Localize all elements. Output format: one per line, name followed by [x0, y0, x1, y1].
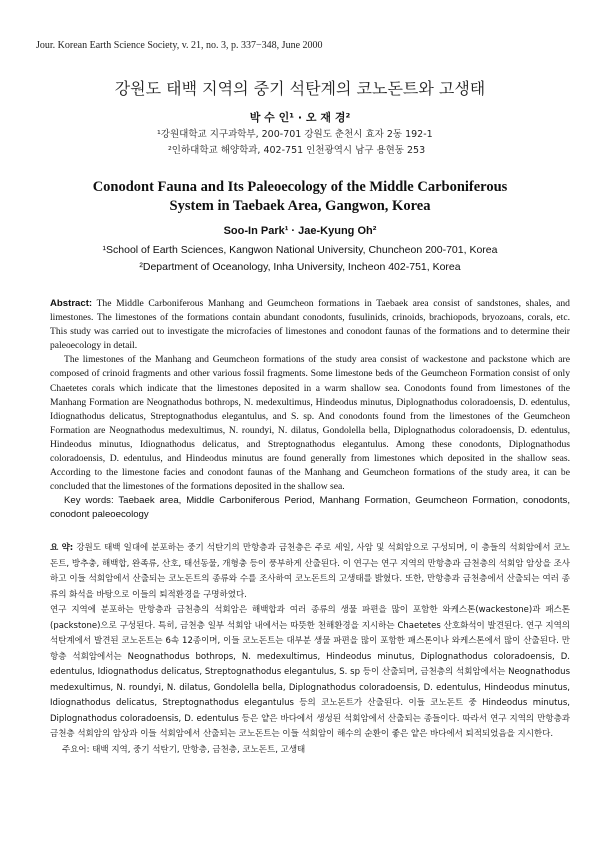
korean-abstract-paragraph-1	[50, 541, 570, 603]
keywords-text: Taebaek area, Middle Carboniferous Period, Manhang Formation, Geumcheon Formation, conodonts, conodont paleoecology	[50, 495, 570, 521]
english-affiliation-2: ²Department of Oceanology, Inha University, Incheon 402-751, Korea	[139, 261, 461, 273]
korean-affiliation-2: ²인하대학교 해양학과, 402-751 인천광역시 남구 용현동 253	[168, 145, 426, 156]
english-authors: Soo-In Park¹ · Jae-Kyung Oh²	[223, 225, 377, 237]
korean-affiliation-1: ¹강원대학교 지구과학부, 200-701 강원도 춘천시 효자 2동 192-1	[157, 129, 433, 140]
abstract-label: Abstract:	[50, 298, 93, 309]
korean-abstract-text-1: 강원도 태백 일대에 분포하는 중기 석탄기의 만항층과 금천층은 주로 세일, 사암 및 석회암으로 구성되며, 이 층들의 석회암에서 코노돈트, 방추충, 해백합, 완족류, 산호, 태선동물, 개형충 등이 풍부하게 산출된다. 이 연구는 연구 지역의 만항층과 금천층의 석회암 암상을 조사하고 이들 석회암에서 산출되는 코노돈트의 종류와 수를 조사하여 코노돈트의 고생태를 밝혔다. 또한, 만항층과 금천층에서 산출되는 여러 종류의 화석을 바탕으로 이들의 퇴적환경을 구명하였다.	[50, 543, 570, 600]
english-title-line-1: Conodont Fauna and Its Paleoecology of the Middle Carboniferous	[92, 179, 508, 195]
abstract-paragraph-1	[50, 297, 570, 353]
korean-authors: 박 수 인¹ · 오 재 경²	[249, 111, 351, 124]
keywords-paragraph	[50, 494, 570, 522]
abstract-paragraph-2: The limestones of the Manhang and Geumcheon formations of the study area consist of wackestone and packstone which are composed of crinoid fragments and other various fossil fragments. Some limestone beds of the Geumcheon Formation consist of only Chaetetes corals which indicate that the limestones deposited in a warm shallow sea. Conodonts found from limestones of the Manhang Formation are Neognathodus bothrops, N. medexultimus, Hindeodus minutus, Diplognathodus coloradoensis, D. edentulus, Idiognathodus delicatus, Streptognathodus elegantulus, and S. sp. And conodonts found from the limestones of the Geumcheon Formation are Neognathodus medexultimus, N. roundyi, N. dilatus, Gondolella bella, Diplognathodus coloradoensis, D. edentulus, Hindeodus minutus, Idiognathodus delicatus, and Streptognathodus elegantulus. Among these conodonts, Diplognathodus coloradoensis, D. edentulus, and Hindeodus minutus are found generally from limestones which deposited in the shallow seas. According to the limestone facies and conodont faunas of the Manhang and Geumcheon formations of the study area, it can be concluded that the limestones of the formations deposited in the shallow sea.	[50, 354, 570, 493]
english-title-line-2: System in Taebaek Area, Gangwon, Korea	[169, 198, 431, 214]
korean-abstract-paragraph-2: 연구 지역에 분포하는 만항층과 금천층의 석회암은 해백합과 여러 종류의 생물 파편을 많이 포함한 와케스톤(wackestone)과 패스톤(packstone)으로 구성된다. 특히, 금천층 일부 석회암 내에서는 따뜻한 천해환경을 지시하는 Chaetetes 산호화석이 발견된다. 연구 지역의 석탄계에서 발견된 코노돈트는 6속 12종이며, 이들 코노돈트는 대부분 생물 파편을 많이 포함한 패스톤이나 와케스톤에서 많이 산출된다. 만항층 석회암에서는 Neognathodus bothrops, N. medexultimus, Hindeodus minutus, Diplognathodus coloradoensis, D. edentulus, Idiognathodus delicatus, Streptognathodus elegantulus, S. sp 등이 산출되며, 금천층의 석회암에서는 Neognathodus medexultimus, N. roundyi, N. dilatus, Gondolella bella, Diplognathodus coloradoensis, D. edentulus, Hindeodus minutus, Idiognathodus delicatus, Streptognathodus elegantulus 등의 코노돈트가 산출된다. 이들 코노돈트 중 Hindeodus minutus, Diplognathodus coloradoensis, D. edentulus 등은 얕은 바다에서 생성된 석회암에서 산출되는 종들이다. 따라서 연구 지역의 만항층과 금천층 석회암의 암상과 이들 석회암에서 산출되는 코노돈트는 이들 석회암이 해수의 순환이 좋은 얕은 바다에서 퇴적되었음을 지시한다.	[50, 605, 570, 739]
korean-keywords-text: 태백 지역, 중기 석탄기, 만항층, 금천층, 코노돈트, 고생태	[92, 744, 306, 755]
korean-keywords-paragraph	[50, 743, 570, 759]
korean-title: 강원도 태백 지역의 중기 석탄계의 코노돈트와 고생태	[114, 79, 486, 98]
english-abstract	[50, 297, 570, 523]
korean-abstract-label: 요 약:	[50, 543, 74, 553]
abstract-text-1: The Middle Carboniferous Manhang and Geumcheon formations in Taebaek area consist of sandstones, shales, and limestones. The limestones of the formations contain abundant conodonts, fusulinids, crinoids, brachiopods, bryozoans, corals, etc. This study was carried out to investigate the microfacies of limestones and conodont faunas of the formations and to determine their paleoecology in detail.	[50, 298, 570, 352]
english-title	[0, 178, 600, 216]
journal-citation: Jour. Korean Earth Science Society, v. 21, no. 3, p. 337−348, June 2000	[36, 40, 323, 51]
english-affiliation-1: ¹School of Earth Sciences, Kangwon National University, Chuncheon 200-701, Korea	[102, 244, 498, 256]
korean-keywords-label: 주요어:	[62, 744, 90, 755]
korean-abstract	[50, 541, 570, 758]
keywords-label: Key words:	[64, 495, 114, 507]
